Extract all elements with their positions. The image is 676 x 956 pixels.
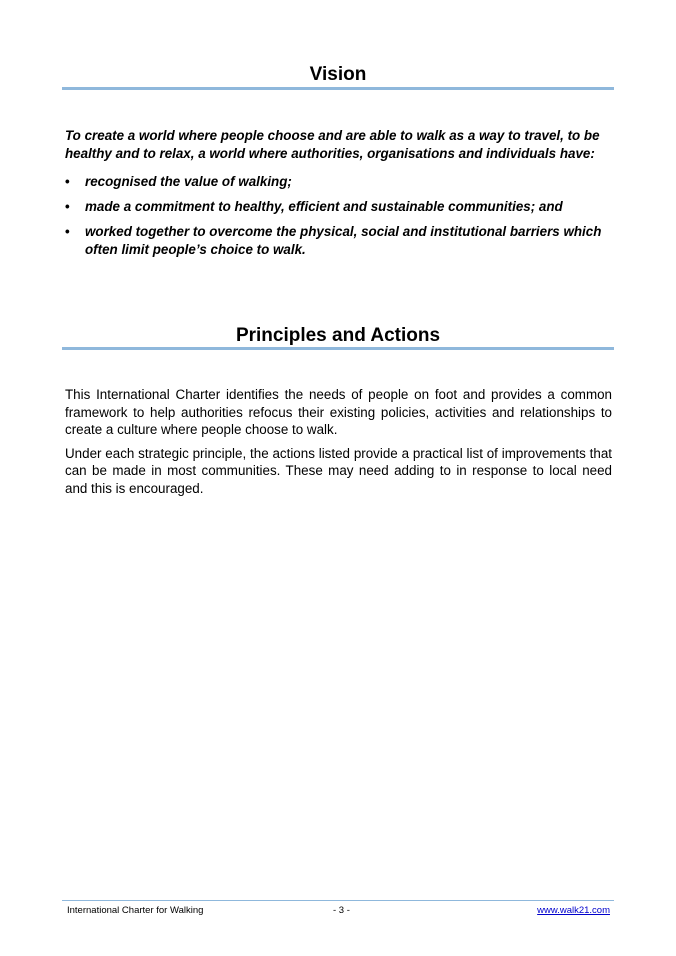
list-item-text: recognised the value of walking; [85,174,292,189]
bullet-icon: • [65,174,70,189]
page-number: - 3 - [333,905,350,916]
principles-paragraph: This International Charter identifies the needs of people on foot and provides a common framework to help authorities refocus their existing policies, activities and relationships to create a culture where people choose to walk. [65,387,612,437]
list-item-text: worked together to overcome the physical, social and institutional barriers which often limit people’s choice to walk. [85,224,602,257]
vision-divider [62,87,614,90]
list-item-text: made a commitment to healthy, efficient and sustainable communities; and [85,199,563,214]
list-item [65,198,613,216]
footer-title: International Charter for Walking [67,905,204,916]
website-link[interactable]: www.walk21.com [537,905,610,916]
vision-intro: To create a world where people choose and are able to walk as a way to travel, to be healthy and to relax, a world where authorities, organisations and individuals have: [65,128,600,161]
principles-paragraph: Under each strategic principle, the actions listed provide a practical list of improvements that can be made in most communities. These may need adding to in response to local need and this is encouraged. [65,445,612,496]
vision-list [65,173,613,259]
list-item [65,223,613,259]
vision-section [65,127,613,266]
vision-heading: Vision [309,64,367,85]
principles-divider [62,347,614,350]
footer-divider [62,900,614,901]
bullet-icon: • [65,224,70,239]
bullet-icon: • [65,199,70,214]
list-item [65,173,613,191]
principles-section [65,386,612,503]
principles-heading: Principles and Actions [235,325,441,346]
